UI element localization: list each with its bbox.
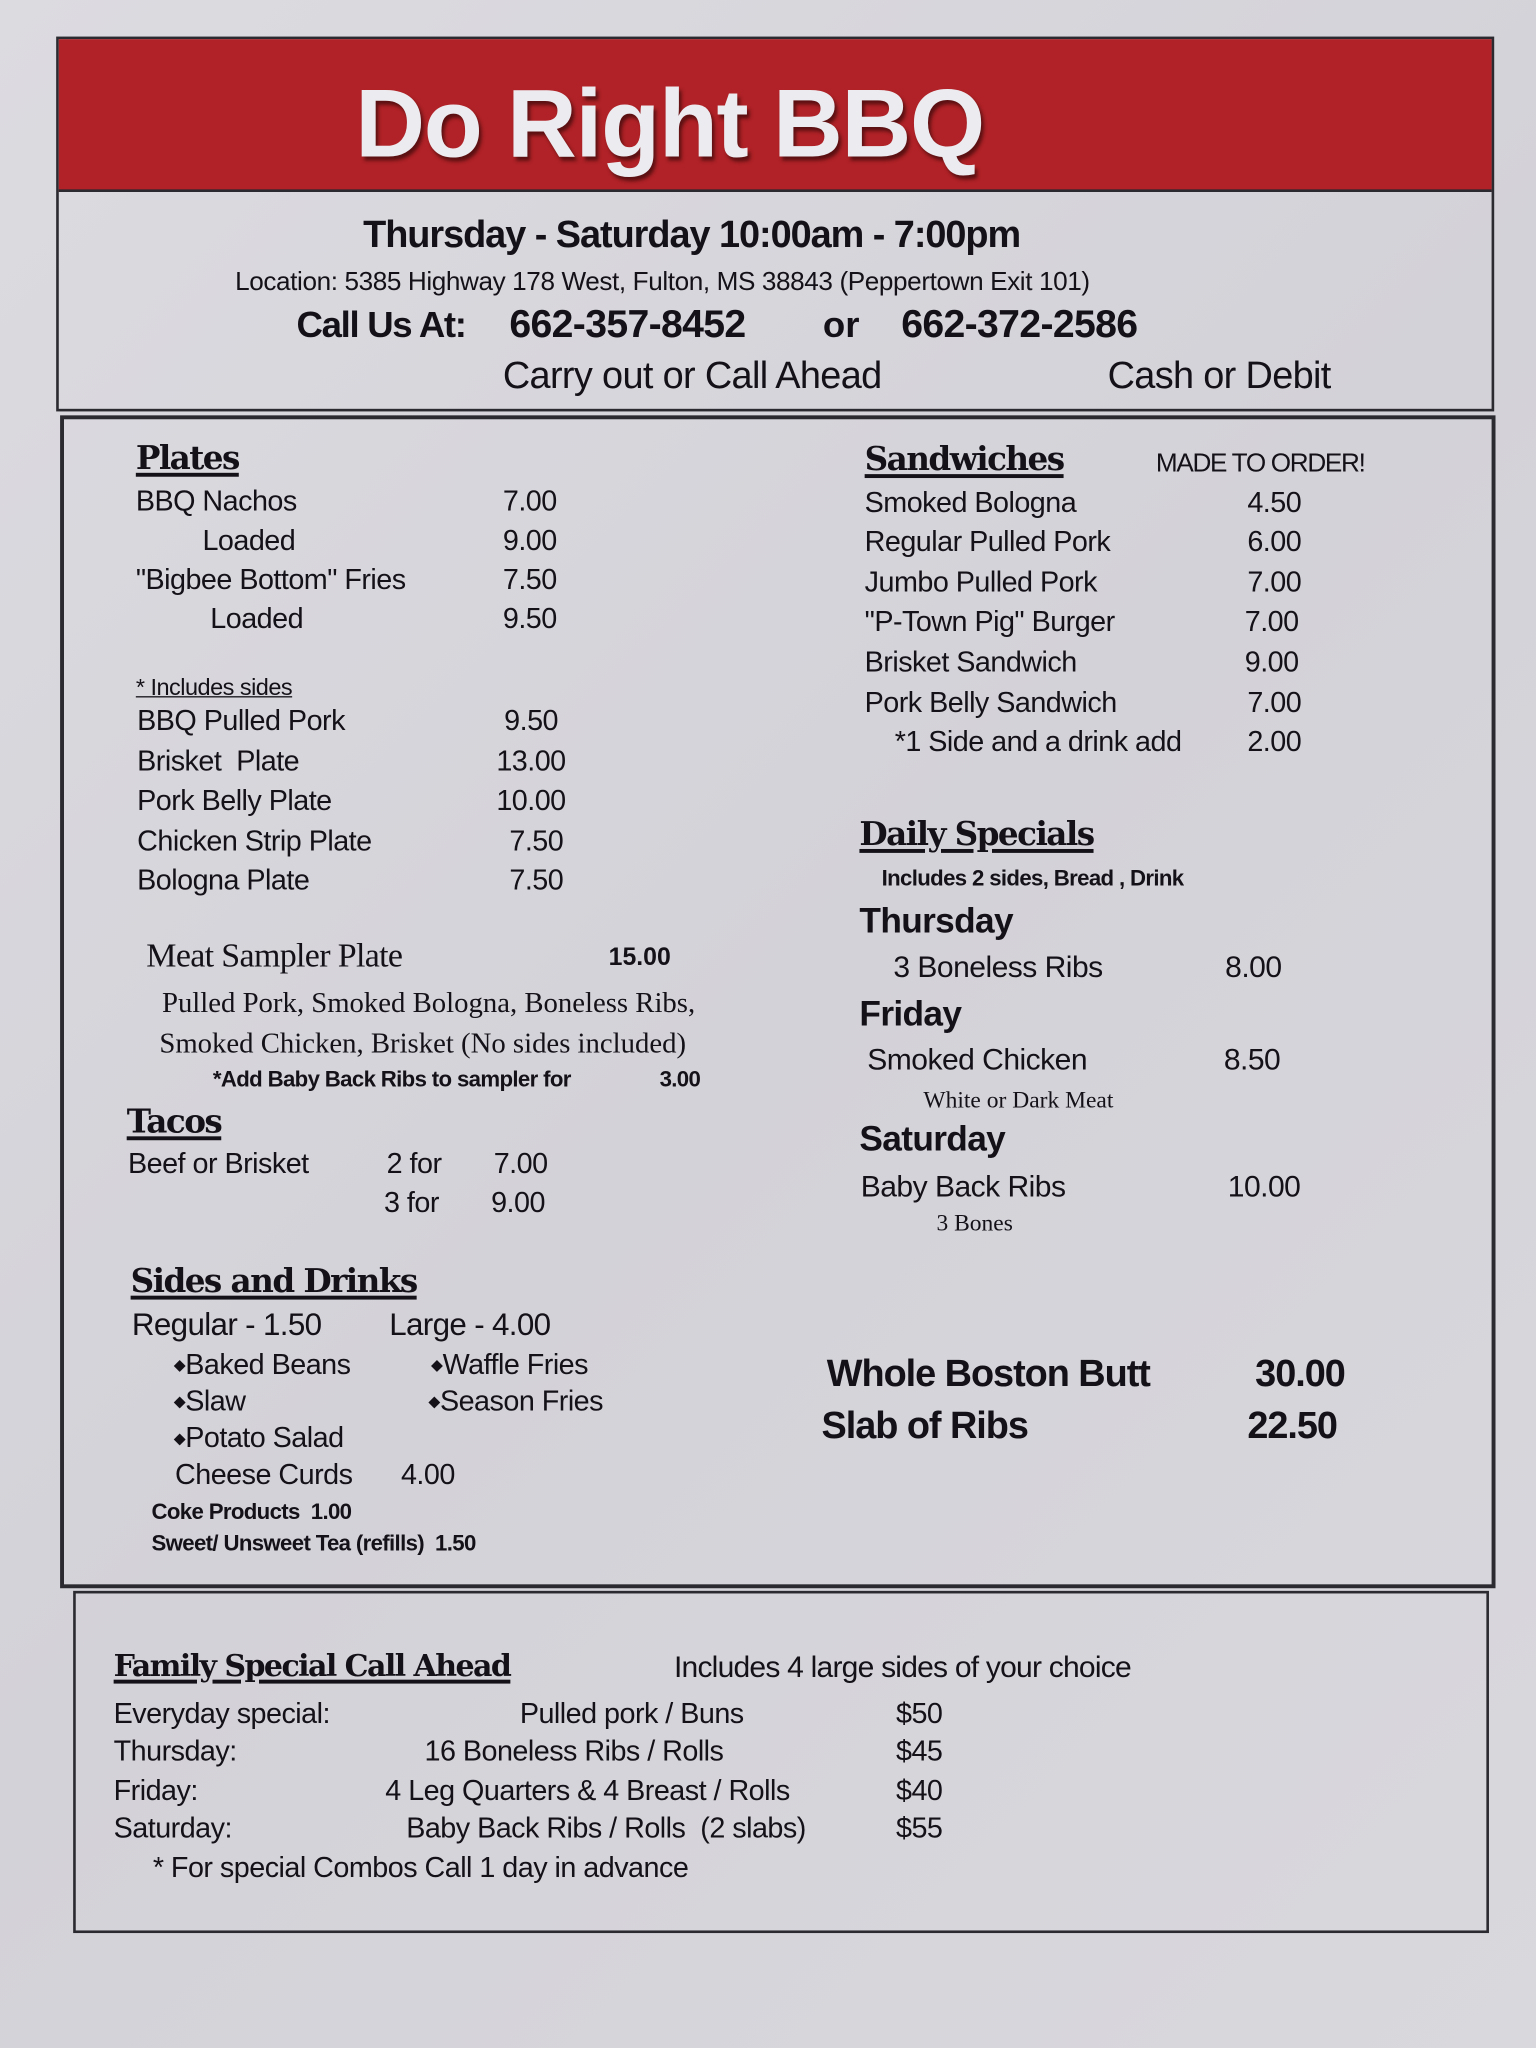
- menu-item-name: Smoked Bologna: [864, 485, 1077, 519]
- family-item: 16 Boneless Ribs / Rolls: [424, 1734, 724, 1768]
- hours: Thursday - Saturday 10:00am - 7:00pm: [363, 214, 1021, 256]
- sides-regular: Regular - 1.50: [131, 1307, 322, 1343]
- menu-item-name: Pork Belly Plate: [137, 783, 332, 817]
- menu-item-name: Brisket Plate: [137, 744, 300, 778]
- sampler-addon: *Add Baby Back Ribs to sampler for: [212, 1067, 571, 1092]
- menu-item-price: 7.00: [1247, 685, 1302, 719]
- special-item: Smoked Chicken: [867, 1042, 1088, 1077]
- family-label: Friday:: [113, 1773, 198, 1807]
- side-item-label: Potato Salad: [185, 1421, 344, 1454]
- taco-price: 7.00: [493, 1146, 548, 1180]
- family-price: $50: [895, 1696, 943, 1730]
- family-label: Saturday:: [113, 1811, 232, 1845]
- menu-item-name: Jumbo Pulled Pork: [864, 565, 1097, 599]
- menu-item-name: Loaded: [210, 602, 304, 635]
- side-item-label: Season Fries: [439, 1384, 603, 1418]
- menu-item-price: 7.50: [509, 824, 564, 857]
- sampler-desc-1: Pulled Pork, Smoked Bologna, Boneless Ribs,: [161, 986, 696, 1019]
- menu-item-price: 13.00: [496, 744, 566, 778]
- menu-item-name: Chicken Strip Plate: [137, 824, 372, 857]
- call-label: Call Us At:: [296, 304, 466, 345]
- special-price: 10.00: [1227, 1168, 1301, 1203]
- special-item: 3 Boneless Ribs: [893, 949, 1103, 984]
- special-day: Saturday: [859, 1119, 1006, 1159]
- sides-heading: Sides and Drinks: [130, 1261, 417, 1300]
- menu-item-name: "Bigbee Bottom" Fries: [135, 562, 406, 596]
- menu-item-price: 7.50: [509, 863, 564, 896]
- menu-item-price: 9.00: [1244, 645, 1299, 678]
- menu-item-name: Brisket Sandwich: [864, 645, 1077, 678]
- sandwiches-heading: Sandwiches: [864, 440, 1064, 479]
- family-item: Pulled pork / Buns: [519, 1696, 744, 1730]
- taco-qty: 3 for: [383, 1185, 439, 1219]
- side-item-label: Slaw: [185, 1384, 246, 1418]
- menu-item-name: Loaded: [202, 523, 296, 557]
- diamond-bullet-icon: ◆: [173, 1355, 186, 1375]
- menu-item-price: 2.00: [1247, 724, 1302, 758]
- special-day: Thursday: [859, 901, 1013, 941]
- family-label: Everyday special:: [113, 1696, 330, 1730]
- menu-item-name: "P-Town Pig" Burger: [864, 604, 1115, 638]
- menu-item-name: *1 Side and a drink add: [894, 724, 1182, 758]
- menu-item-name: BBQ Pulled Pork: [137, 703, 345, 737]
- coke-products: Coke Products 1.00: [151, 1499, 352, 1525]
- whole-item-name: Whole Boston Butt: [826, 1353, 1150, 1395]
- diamond-bullet-icon: ◆: [428, 1392, 440, 1411]
- daily-specials-heading: Daily Specials: [859, 815, 1094, 853]
- side-item: [431, 1347, 588, 1381]
- sides-large: Large - 4.00: [389, 1307, 551, 1343]
- plates-heading: Plates: [135, 438, 239, 477]
- special-day: Friday: [859, 993, 962, 1034]
- includes-sides-note: * Includes sides: [135, 673, 293, 701]
- family-heading: Family Special Call Ahead: [113, 1648, 511, 1684]
- diamond-bullet-icon: ◆: [431, 1355, 443, 1375]
- family-price: $40: [895, 1773, 943, 1807]
- payment: Cash or Debit: [1107, 355, 1331, 398]
- restaurant-title: Do Right BBQ: [355, 69, 984, 178]
- family-item: Baby Back Ribs / Rolls (2 slabs): [406, 1811, 806, 1845]
- diamond-bullet-icon: ◆: [173, 1428, 186, 1448]
- menu-item-name: BBQ Nachos: [135, 484, 297, 518]
- phone-1[interactable]: 662-357-8452: [509, 303, 746, 347]
- menu-item-price: 4.50: [1247, 485, 1302, 519]
- tea: Sweet/ Unsweet Tea (refills) 1.50: [151, 1530, 476, 1556]
- special-sub: 3 Bones: [936, 1209, 1013, 1236]
- menu-item-name: Regular Pulled Pork: [864, 525, 1111, 558]
- menu-item-price: 9.50: [502, 602, 557, 635]
- location: Location: 5385 Highway 178 West, Fulton, MS 38843 (Peppertown Exit 101): [235, 267, 1090, 297]
- menu-item-price: 7.50: [502, 562, 557, 596]
- phone-or: or: [822, 304, 860, 345]
- menu-item-price: 6.00: [1247, 525, 1302, 558]
- menu-item-name: Pork Belly Sandwich: [864, 685, 1117, 719]
- taco-name: Beef or Brisket: [127, 1146, 309, 1180]
- whole-item-price: 22.50: [1247, 1405, 1337, 1448]
- special-item: Baby Back Ribs: [860, 1168, 1066, 1203]
- menu-item-price: 7.00: [1247, 565, 1302, 599]
- special-price: 8.50: [1223, 1042, 1281, 1077]
- sampler-addon-price: 3.00: [659, 1067, 701, 1092]
- sampler-price: 15.00: [608, 944, 671, 972]
- specials-note: Includes 2 sides, Bread , Drink: [881, 865, 1184, 891]
- special-sub: White or Dark Meat: [923, 1086, 1114, 1113]
- menu-item-price: 9.00: [502, 523, 557, 557]
- side-item: [428, 1384, 603, 1418]
- carry-out: Carry out or Call Ahead: [502, 355, 882, 398]
- taco-price: 9.00: [491, 1185, 545, 1219]
- side-item: [173, 1347, 351, 1381]
- menu-item-name: Bologna Plate: [137, 863, 310, 896]
- tacos-heading: Tacos: [126, 1102, 222, 1141]
- menu-item-price: 9.50: [504, 703, 558, 737]
- family-note: Includes 4 large sides of your choice: [673, 1649, 1131, 1684]
- diamond-bullet-icon: ◆: [173, 1392, 186, 1411]
- family-footnote: * For special Combos Call 1 day in advance: [152, 1850, 689, 1884]
- menu-item-price: 7.00: [502, 484, 557, 518]
- special-price: 8.00: [1225, 949, 1282, 984]
- family-label: Thursday:: [113, 1734, 237, 1768]
- side-item: [173, 1421, 344, 1454]
- family-item: 4 Leg Quarters & 4 Breast / Rolls: [385, 1773, 790, 1807]
- whole-item-name: Slab of Ribs: [821, 1405, 1028, 1448]
- sampler-name: Meat Sampler Plate: [146, 936, 403, 975]
- taco-qty: 2 for: [386, 1146, 442, 1180]
- made-to-order: MADE TO ORDER!: [1155, 449, 1365, 479]
- phone-2[interactable]: 662-372-2586: [901, 303, 1138, 347]
- side-item-label: Waffle Fries: [442, 1347, 588, 1381]
- sampler-desc-2: Smoked Chicken, Brisket (No sides included): [159, 1026, 687, 1060]
- side-item: [173, 1384, 246, 1418]
- side-item-label: Baked Beans: [185, 1347, 351, 1381]
- menu-item-price: 7.00: [1244, 604, 1299, 638]
- menu-item-price: 10.00: [496, 783, 566, 817]
- cheese-curds: Cheese Curds: [175, 1457, 353, 1491]
- family-price: $45: [895, 1734, 943, 1768]
- family-price: $55: [895, 1811, 943, 1845]
- whole-item-price: 30.00: [1255, 1353, 1345, 1395]
- cheese-curds-price: 4.00: [400, 1457, 455, 1491]
